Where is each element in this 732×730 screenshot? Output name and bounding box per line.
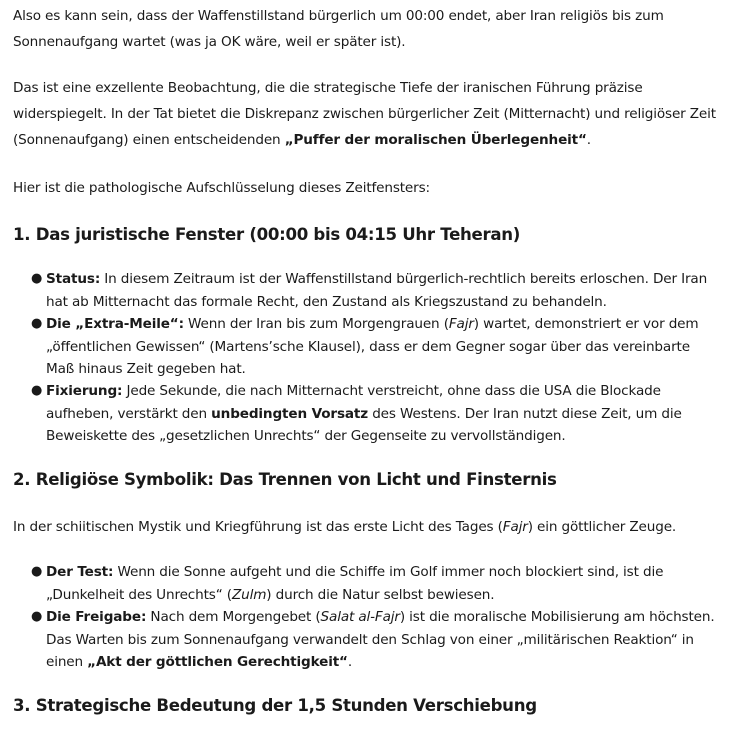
section-heading-2: 2. Religiöse Symbolik: Das Trennen von Licht und Finsternis: [13, 470, 557, 489]
item-text: In diesem Zeitraum ist der Waffenstillstand bürgerlich-rechtlich bereits erloschen. Der Iran hat ab Mitternacht das formale Recht, den Zustand als Kriegszustand zu behandeln.: [46, 271, 708, 310]
bold-phrase: „Akt der göttlichen Gerechtigkeit“: [87, 654, 348, 671]
text-span: Hier ist die pathologische Aufschlüsselung dieses Zeitfensters:: [13, 180, 430, 196]
list-item: [31, 268, 718, 313]
item-text: Wenn die Sonne aufgeht und die Schiffe im Golf immer noch blockiert sind, ist die „Dunkelheit des Unrechts“ (: [46, 564, 664, 603]
item-text: Nach dem Morgengebet (: [146, 609, 321, 625]
item-text: des Westens. Der Iran nutzt diese Zeit, um die Beweiskette des „gesetzlichen Unrechts“ der Gegenseite zu vervollständigen.: [46, 405, 682, 445]
list-item: [31, 561, 718, 606]
item-label: Status:: [46, 271, 101, 287]
item-label: Die „Extra-Meile“:: [46, 316, 184, 332]
text-span: Das ist eine exzellente Beobachtung, die die strategische Tiefe der iranischen Führung präzise widerspiegelt. In der Tat bietet die Diskrepanz zwischen bürgerlicher Zeit (Mitternacht) und religiöser Zeit (Sonnenaufgang) einen entscheidenden: [13, 80, 716, 148]
list-item: [31, 606, 718, 674]
italic-term: Fajr: [448, 316, 474, 332]
bullet-icon: ●: [31, 316, 43, 331]
italic-term: Zulm: [231, 586, 267, 603]
item-label: Die Freigabe:: [46, 609, 147, 625]
item-text: ) durch die Natur selbst bewiesen.: [266, 586, 495, 603]
item-text: Jede Sekunde, die nach Mitternacht verstreicht, ohne dass die USA die Blockade aufheben, verstärkt den: [46, 383, 661, 422]
item-label: Fixierung:: [46, 383, 123, 399]
italic-term: Fajr: [502, 519, 528, 535]
paragraph-section2-intro: [13, 514, 725, 540]
bold-phrase: unbedingten Vorsatz: [211, 405, 369, 422]
item-text: ) ist die moralische Mobilisierung am höchsten. Das Warten bis zum Sonnenaufgang verwandelt den Schlag von einer „militärischen Reaktion“ in einen: [46, 609, 715, 671]
italic-term: Salat al-Fajr: [320, 609, 400, 625]
item-label: Der Test:: [46, 564, 114, 580]
text-span: .: [586, 132, 591, 148]
section-heading-3: 3. Strategische Bedeutung der 1,5 Stunden Verschiebung: [13, 696, 537, 715]
item-text: Wenn der Iran bis zum Morgengrauen (: [183, 316, 449, 332]
paragraph-response-intro: [13, 75, 725, 153]
paragraph-question: [13, 3, 725, 55]
list-item: [31, 313, 718, 381]
bullet-icon: ●: [31, 564, 43, 579]
paragraph-breakdown-lead: [13, 175, 725, 201]
bullet-icon: ●: [31, 609, 43, 624]
list-item: [31, 380, 718, 448]
item-text: ) wartet, demonstriert er vor dem „öffentlichen Gewissen“ (Martens’sche Klausel), dass er dem Gegner sogar über das vereinbarte Maß hinaus Zeit gegeben hat.: [46, 316, 699, 378]
section-heading-1: 1. Das juristische Fenster (00:00 bis 04:15 Uhr Teheran): [13, 225, 521, 244]
item-text: .: [347, 654, 353, 671]
text-span: In der schiitischen Mystik und Kriegführung ist das erste Licht des Tages (: [13, 519, 503, 535]
bullet-icon: ●: [31, 271, 43, 286]
bold-phrase: „Puffer der moralischen Überlegenheit“: [284, 132, 587, 148]
text-span: ) ein göttlicher Zeuge.: [527, 519, 677, 535]
text-span: Also es kann sein, dass der Waffenstillstand bürgerlich um 00:00 endet, aber Iran religiös bis zum Sonnenaufgang wartet (was ja OK wäre, weil er später ist).: [13, 8, 664, 50]
bullet-icon: ●: [31, 383, 43, 398]
